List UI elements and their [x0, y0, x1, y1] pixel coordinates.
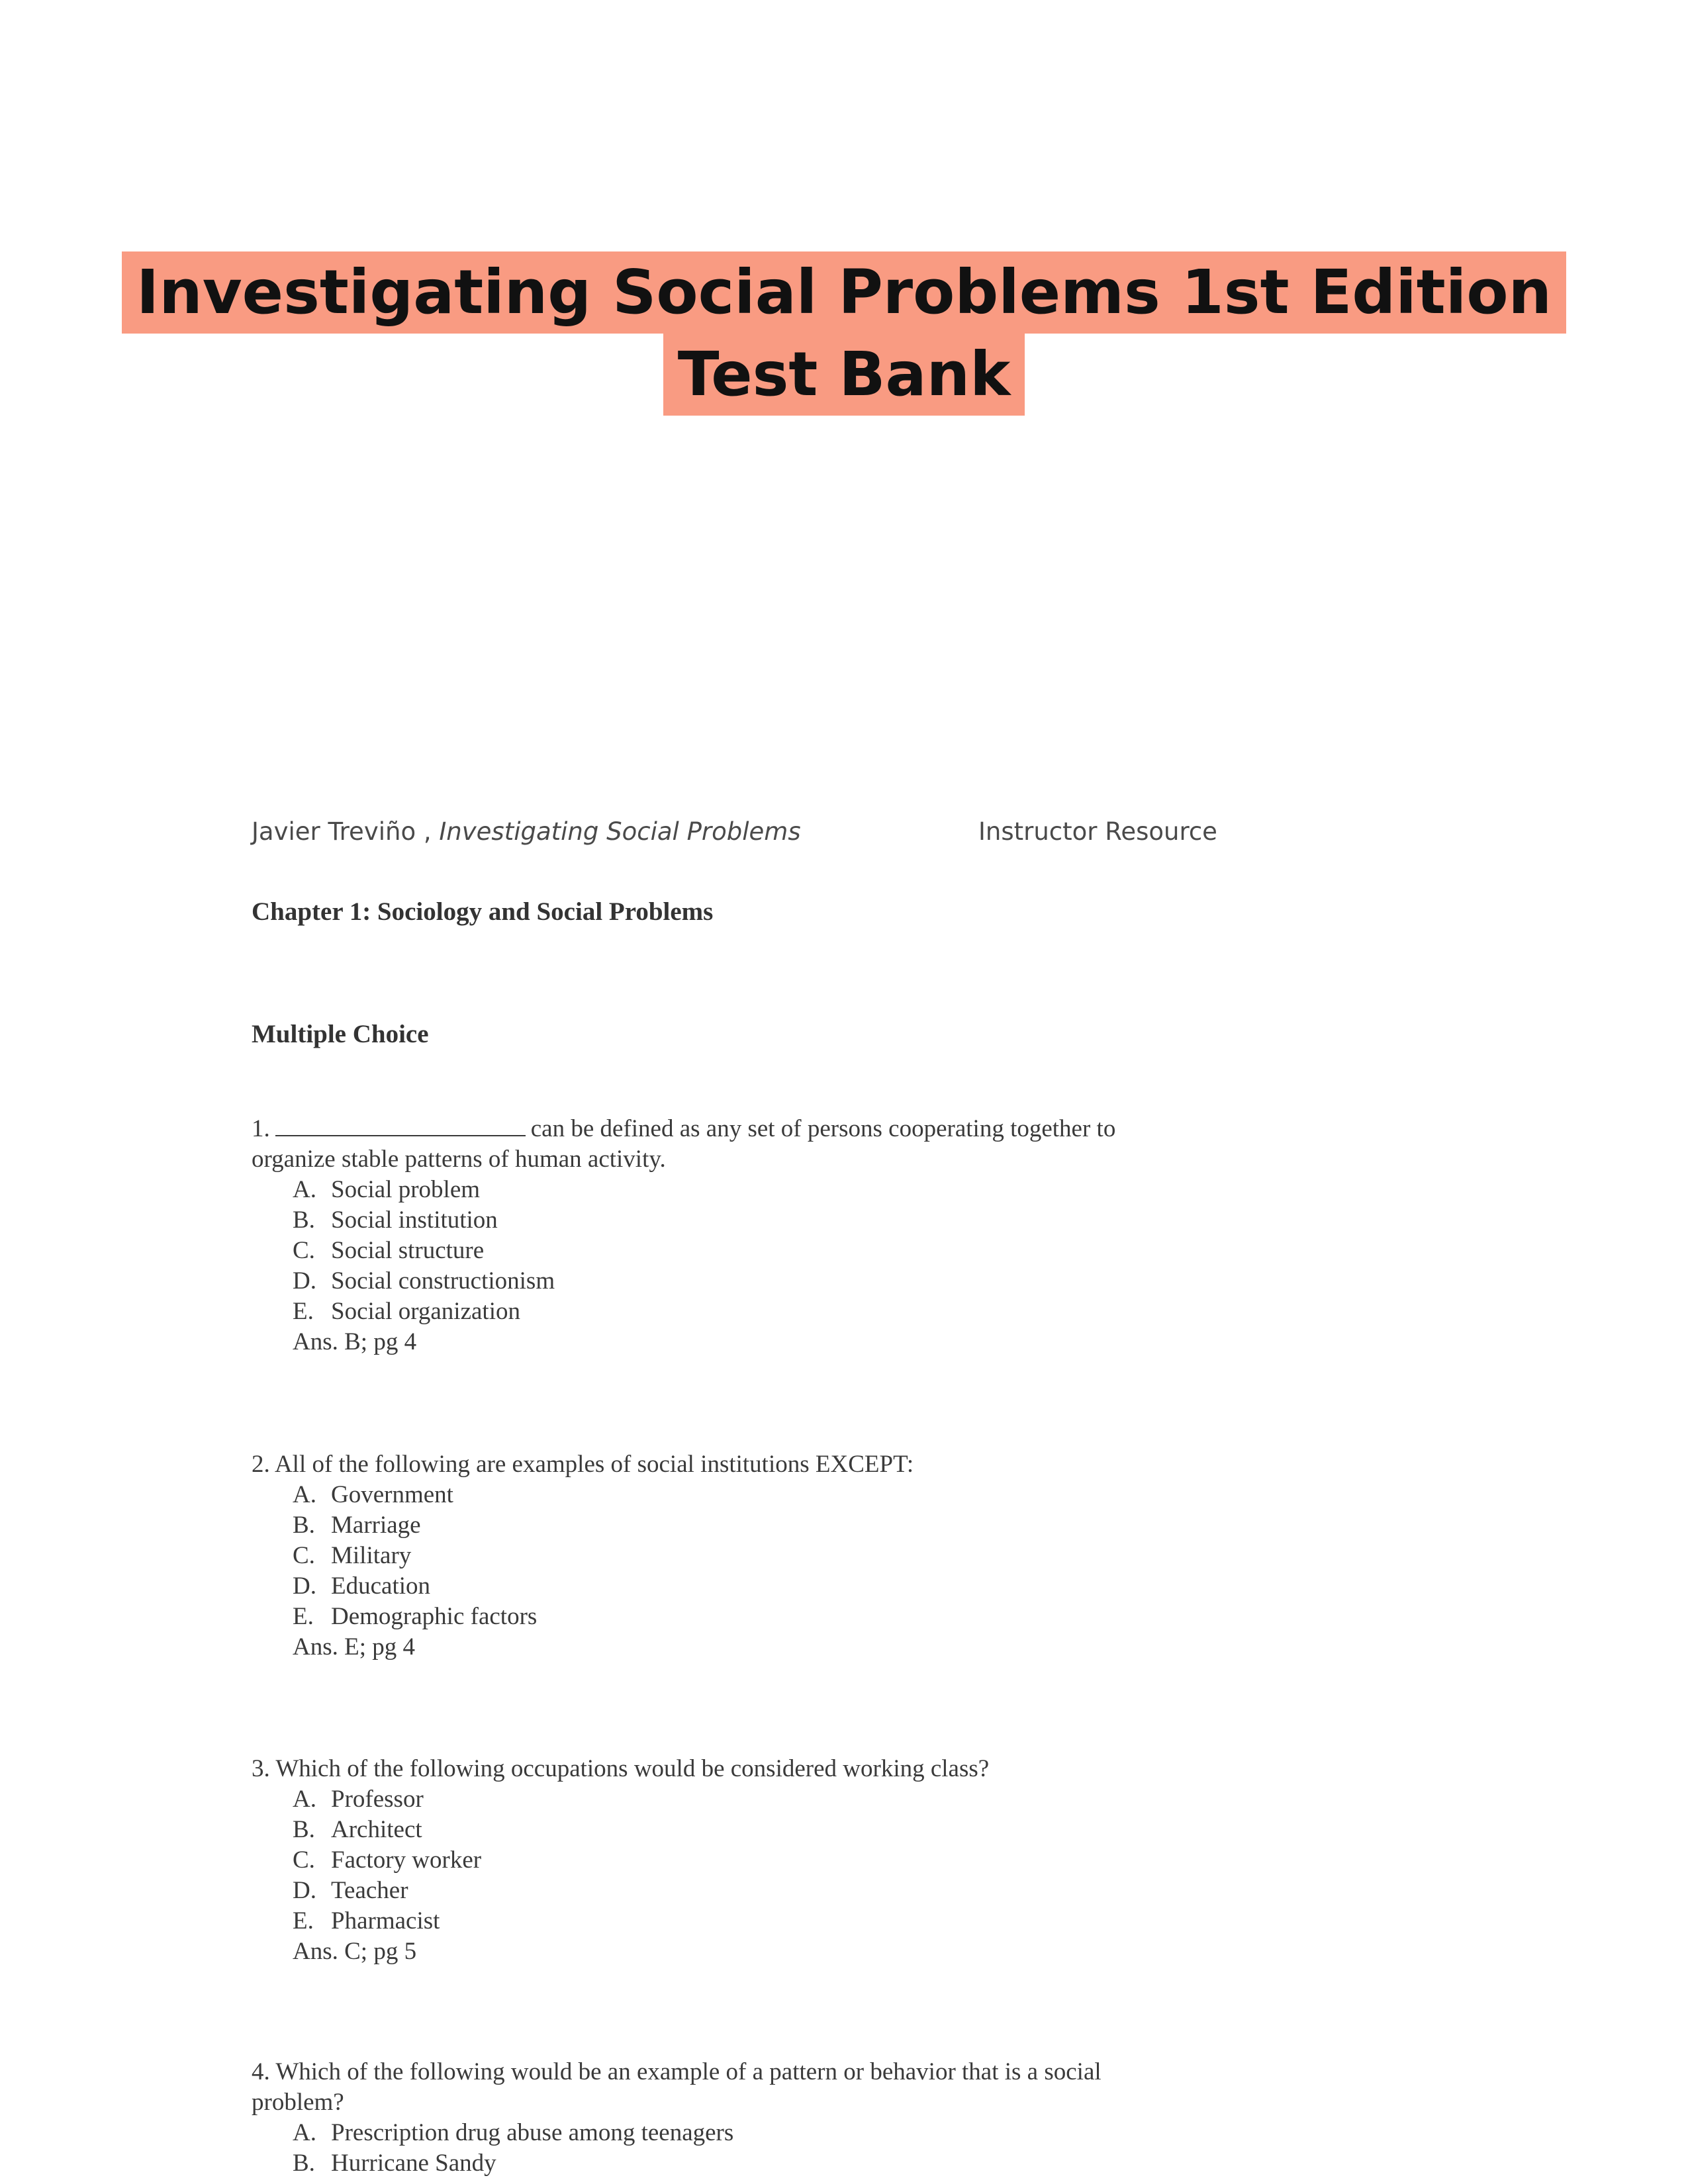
header-author: Javier Treviño , [252, 817, 432, 846]
option-c [252, 1541, 1244, 1571]
option-letter: C. [293, 1846, 315, 1874]
question-stem [252, 1114, 1244, 1144]
option-letter: C. [293, 1237, 315, 1264]
option-text: Professor [331, 1786, 424, 1813]
option-text: Social problem [331, 1176, 481, 1203]
header-book-title: Investigating Social Problems [439, 817, 801, 846]
option-letter: D. [293, 1877, 316, 1904]
option-e [252, 1602, 1244, 1632]
option-letter: E. [293, 1298, 314, 1325]
option-d [252, 1876, 1244, 1906]
option-c [252, 1845, 1244, 1876]
option-letter: D. [293, 1572, 316, 1600]
answer-key: Ans. C; pg 5 [293, 1938, 417, 1965]
option-text: Factory worker [331, 1846, 482, 1874]
option-letter: B. [293, 1206, 315, 1234]
option-text: Prescription drug abuse among teenagers [331, 2119, 734, 2146]
option-e [252, 1906, 1244, 1936]
question-3 [252, 1754, 1244, 1967]
option-text: Social institution [331, 1206, 498, 1234]
title-line-2: Test Bank [663, 334, 1025, 416]
option-text: Hurricane Sandy [331, 2150, 496, 2177]
document-title [0, 251, 1688, 416]
option-text: Social organization [331, 1298, 520, 1325]
option-text: Teacher [331, 1877, 408, 1904]
option-text: Military [331, 1542, 412, 1569]
question-stem-line-2: organize stable patterns of human activity. [252, 1146, 666, 1173]
title-line-1: Investigating Social Problems 1st Edition [122, 251, 1566, 334]
option-text: Education [331, 1572, 431, 1600]
header-author-book [252, 817, 801, 846]
question-stem: 3. Which of the following occupations would be considered working class? [252, 1755, 990, 1782]
question-4 [252, 2057, 1244, 2179]
question-1 [252, 1114, 1244, 1357]
option-letter: A. [293, 2119, 316, 2146]
option-letter: A. [293, 1786, 316, 1813]
stem-text: can be defined as any set of persons cooperating together to [530, 1115, 1116, 1142]
option-a [252, 1175, 1244, 1205]
option-letter: B. [293, 1816, 315, 1843]
answer-key: Ans. E; pg 4 [293, 1633, 415, 1661]
header-instructor-resource: Instructor Resource [978, 817, 1217, 846]
option-d [252, 1266, 1244, 1297]
question-number: 1. [252, 1115, 270, 1142]
option-b [252, 1510, 1244, 1541]
option-text: Social structure [331, 1237, 485, 1264]
option-text: Government [331, 1481, 453, 1508]
chapter-heading: Chapter 1: Sociology and Social Problems [252, 897, 714, 926]
option-letter: B. [293, 1512, 315, 1539]
answer-blank [275, 1115, 526, 1136]
question-stem-line-2: problem? [252, 2089, 344, 2116]
running-header [252, 817, 1217, 857]
question-stem: 4. Which of the following would be an example of a pattern or behavior that is a social [252, 2058, 1102, 2085]
option-e [252, 1297, 1244, 1327]
answer-key: Ans. B; pg 4 [293, 1328, 417, 1355]
option-text: Marriage [331, 1512, 421, 1539]
option-d [252, 1571, 1244, 1602]
question-2 [252, 1449, 1244, 1662]
option-letter: B. [293, 2150, 315, 2177]
option-text: Architect [331, 1816, 422, 1843]
option-b [252, 1205, 1244, 1236]
option-text: Demographic factors [331, 1603, 538, 1630]
option-letter: E. [293, 1603, 314, 1630]
option-letter: A. [293, 1176, 316, 1203]
option-letter: E. [293, 1907, 314, 1934]
option-text: Pharmacist [331, 1907, 440, 1934]
option-text: Social constructionism [331, 1267, 555, 1295]
option-letter: C. [293, 1542, 315, 1569]
option-c [252, 1236, 1244, 1266]
option-a [252, 2118, 1244, 2148]
option-b [252, 2148, 1244, 2179]
option-letter: A. [293, 1481, 316, 1508]
option-a [252, 1784, 1244, 1815]
option-a [252, 1480, 1244, 1510]
option-letter: D. [293, 1267, 316, 1295]
section-heading: Multiple Choice [252, 1020, 429, 1048]
option-b [252, 1815, 1244, 1845]
question-stem: 2. All of the following are examples of social institutions EXCEPT: [252, 1451, 914, 1478]
